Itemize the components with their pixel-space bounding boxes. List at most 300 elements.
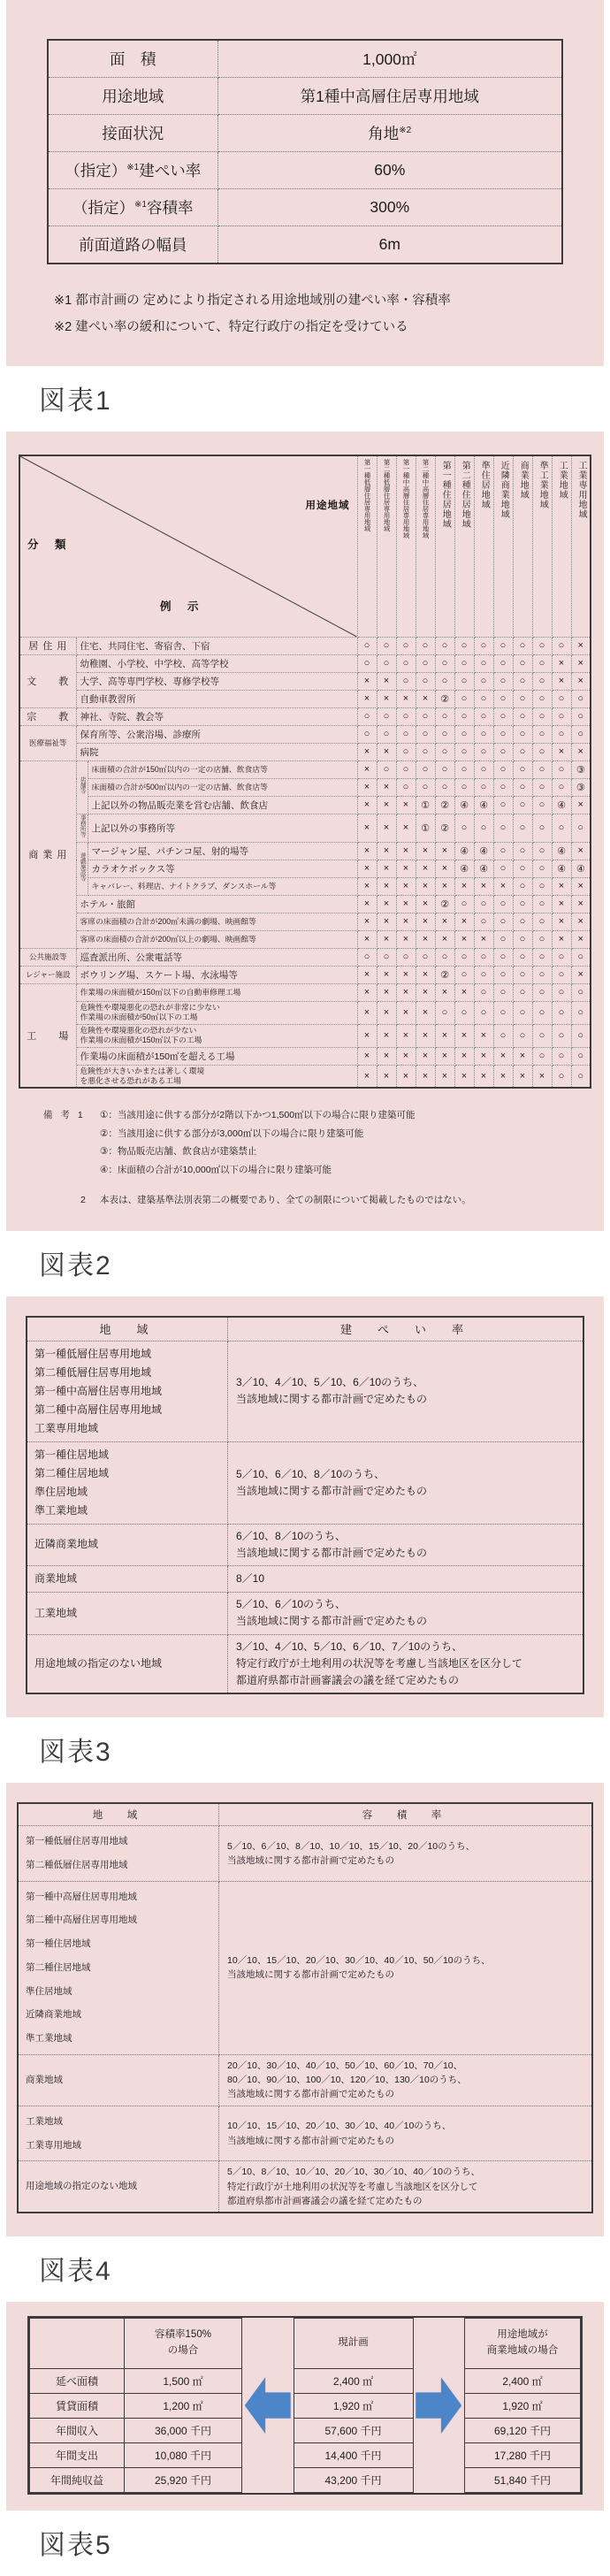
permission-mark: ○ [513,948,532,966]
permission-mark: × [552,654,571,672]
permission-mark: × [435,1047,454,1065]
fig3-coverage-ratio-table [26,1316,584,1694]
permission-mark: ○ [396,672,416,690]
permission-mark: ○ [571,983,591,1001]
permission-mark: × [357,743,377,761]
permission-mark: × [571,895,591,913]
permission-mark: ○ [513,725,532,743]
permission-mark: × [396,796,416,814]
area-list-cell: 用途地域の指定のない地域 [18,2161,219,2213]
permission-mark: ○ [513,796,532,814]
permission-mark: × [377,983,396,1001]
permission-mark: ○ [513,877,532,895]
permission-mark: ○ [357,654,377,672]
fig5-row-label: 年間収入 [30,2419,125,2443]
area-list-cell: 商業地域 [18,2054,219,2106]
permission-mark: × [435,930,454,948]
fig1-field-value: 300% [217,189,562,226]
permission-mark: × [357,778,377,796]
permission-mark: ○ [454,672,474,690]
exemplar-cell: 客席の床面積の合計が200㎡未満の劇場、映画館等 [76,913,357,930]
fig2-row [19,725,591,743]
permission-mark: × [416,1047,435,1065]
permission-mark: × [357,966,377,983]
permission-mark: × [435,842,454,860]
permission-mark: ○ [493,796,513,814]
category-cell: 居 住 用 [19,637,76,654]
ratio-cell: 10／10、15／10、20／10、30／10、40／10のうち、 当該地域に関する都市計画で定めたもの [219,2106,593,2161]
permission-mark: ○ [552,1024,571,1047]
permission-mark: ○ [454,761,474,778]
area-list-cell: 第一種低層住居専用地域 第二種低層住居専用地域 [18,1826,219,1882]
category-cell: 工 場 [19,983,76,1088]
permission-mark: ○ [377,637,396,654]
permission-mark: ○ [396,948,416,966]
permission-mark: ③ [571,761,591,778]
permission-mark: ○ [357,725,377,743]
exemplar-cell: 保育所等、公衆浴場、診療所 [76,725,357,743]
permission-mark: ○ [571,707,591,725]
fig3-header-row [27,1317,583,1342]
district-column-header: 第二種住居地域 [454,455,474,638]
fig1-row [48,40,562,78]
fig2-tbody [19,637,591,1088]
permission-mark: ② [435,895,454,913]
fig2-row [19,672,591,690]
permission-mark: ○ [396,743,416,761]
fig5-case150-value: 1,500 ㎡ [125,2369,242,2394]
fig5-commercial-value: 1,920 ㎡ [465,2394,581,2419]
permission-mark: × [357,895,377,913]
permission-mark: × [552,895,571,913]
permission-mark: × [493,1065,513,1088]
permission-mark: ○ [571,1001,591,1024]
permission-mark: ○ [454,637,474,654]
permission-mark: × [377,814,396,842]
permission-mark: ○ [493,637,513,654]
permission-mark: ○ [396,778,416,796]
permission-mark: × [435,877,454,895]
fig5-commercial-value: 69,120 千円 [465,2419,581,2443]
permission-mark: ○ [416,948,435,966]
permission-mark: ○ [532,948,552,966]
fig2-panel [6,432,604,1231]
fig3-area-header: 地 域 [27,1317,228,1342]
fig5-middle-row [294,2419,413,2443]
permission-mark: × [416,895,435,913]
permission-mark: × [513,1047,532,1065]
permission-mark: ○ [493,743,513,761]
permission-mark: × [416,860,435,877]
permission-mark: ○ [532,1047,552,1065]
permission-mark: × [396,690,416,707]
permission-mark: ○ [571,1047,591,1065]
fig4-row [18,2161,592,2213]
exemplar-cell: 幼稚園、小学校、中学校、高等学校 [76,654,357,672]
permission-mark: × [396,1001,416,1024]
fig2-note2-label: 2 [80,1195,86,1206]
permission-mark: ○ [532,913,552,930]
exemplar-cell: カラオケボックス等 [88,860,357,877]
permission-mark: × [552,743,571,761]
permission-mark: × [357,983,377,1001]
permission-mark: ④ [454,796,474,814]
fig2-row [19,930,591,948]
permission-mark: ○ [571,725,591,743]
permission-mark: ○ [532,743,552,761]
permission-mark: × [571,913,591,930]
permission-mark: × [377,1024,396,1047]
permission-mark: ○ [493,966,513,983]
permission-mark: ○ [416,707,435,725]
permission-mark: ○ [396,637,416,654]
permission-mark: ○ [474,814,493,842]
permission-mark: × [396,930,416,948]
permission-mark: ○ [571,948,591,966]
exemplar-cell: 作業場の床面積が150㎡以下の自動車修理工場 [76,983,357,1001]
permission-mark: ○ [493,761,513,778]
use-district-label: 用途地域 [305,500,350,511]
fig2-row [19,637,591,654]
fig1-field-value: 角地$^{※2}$ [217,115,562,152]
fig2-note1-row [43,1106,591,1179]
exemplar-cell: 病院 [76,743,357,761]
fig5-middle-row [294,2369,413,2394]
permission-mark: × [396,1047,416,1065]
permission-mark: ○ [396,707,416,725]
permission-mark: × [396,895,416,913]
ratio-cell: 10／10、15／10、20／10、30／10、40／10、50／10のうち、 当該地域に関する都市計画で定めたもの [219,1881,593,2054]
permission-mark: ④ [474,860,493,877]
permission-mark: ○ [454,654,474,672]
permission-mark: ○ [532,1024,552,1047]
permission-mark: ○ [493,860,513,877]
fig5-current-value: 57,600 千円 [294,2419,413,2443]
fig3-caption: 図表3 [39,1738,112,1768]
permission-mark: ○ [513,913,532,930]
permission-mark: × [416,1024,435,1047]
subcategory-cell: 店舗等 [76,761,88,814]
permission-mark: ○ [513,930,532,948]
permission-mark: ○ [532,761,552,778]
permission-mark: × [571,877,591,895]
fig5-left-row [30,2419,242,2443]
fig5-row-label: 年間支出 [30,2443,125,2468]
fig5-right-arrow-strip [414,2318,465,2493]
permission-mark: ② [435,690,454,707]
category-cell: 医療福祉等 [19,725,76,761]
permission-mark: ○ [513,1001,532,1024]
exemplar-cell: 自動車教習所 [76,690,357,707]
district-column-header: 第二種中高層住居専用地域 [416,455,435,638]
permission-mark: ○ [435,761,454,778]
permission-mark: ○ [435,672,454,690]
exemplar-cell: 危険性や環境悪化の恐れが非常に少ない 作業場の床面積が50㎡以下の工場 [76,1001,357,1024]
permission-mark: ○ [513,690,532,707]
exemplar-cell: マージャン屋、パチンコ屋、射的場等 [88,842,357,860]
permission-mark: × [571,842,591,860]
fig4-caption: 図表4 [39,2257,112,2287]
permission-mark: ○ [357,707,377,725]
permission-mark: × [396,877,416,895]
permission-mark: × [416,690,435,707]
permission-mark: × [377,913,396,930]
fig2-row [19,654,591,672]
footnote-marker: ※1 [134,200,147,210]
permission-mark: × [396,1024,416,1047]
district-column-header: 準住居地域 [474,455,493,638]
permission-mark: ○ [493,983,513,1001]
classification-label: 分 類 [27,538,69,551]
permission-mark: ○ [532,725,552,743]
permission-mark: ○ [513,672,532,690]
permission-mark: ○ [416,778,435,796]
permission-mark: × [571,743,591,761]
permission-mark: ○ [493,690,513,707]
permission-mark: × [416,983,435,1001]
permission-mark: × [396,1065,416,1088]
permission-mark: ○ [435,1001,454,1024]
permission-mark: ○ [435,725,454,743]
fig2-note2-row [43,1191,591,1209]
fig2-row [19,1047,591,1065]
permission-mark: × [571,796,591,814]
permission-mark: × [571,966,591,983]
permission-mark: × [377,690,396,707]
permission-mark: ○ [513,966,532,983]
district-column-header: 準工業地域 [532,455,552,638]
right-arrow-icon [416,2377,461,2434]
fig1-table [47,39,563,264]
fig1-field-value: 6m [217,226,562,264]
permission-mark: ○ [532,877,552,895]
permission-mark: ○ [474,654,493,672]
permission-mark: ○ [474,690,493,707]
permission-mark: × [454,1047,474,1065]
footnote-marker: ※2 [399,126,412,136]
permission-mark: ○ [552,690,571,707]
fig5-case150-value: 36,000 千円 [125,2419,242,2443]
district-column-header: 商業地域 [513,455,532,638]
fig2-row [19,966,591,983]
fig1-row [48,78,562,115]
fig4-area-header: 地 域 [18,1803,219,1826]
permission-mark: ○ [532,930,552,948]
permission-mark: × [357,860,377,877]
permission-mark: ○ [416,637,435,654]
fig5-current-value: 1,920 ㎡ [294,2394,413,2419]
permission-mark: ○ [532,672,552,690]
permission-mark: × [435,913,454,930]
fig2-row [19,1065,591,1088]
permission-mark: ○ [493,814,513,842]
permission-mark: × [396,913,416,930]
permission-mark: ○ [571,1024,591,1047]
fig1-row [48,152,562,189]
permission-mark: ④ [552,796,571,814]
permission-mark: ○ [532,860,552,877]
permission-mark: ○ [474,725,493,743]
fig1-field-value: 1,000㎡ [217,40,562,78]
fig3-row [27,1441,583,1524]
permission-mark: × [454,913,474,930]
fig2-row [19,948,591,966]
permission-mark: ○ [454,895,474,913]
fig2-row [19,913,591,930]
permission-mark: × [416,966,435,983]
permission-mark: ○ [532,637,552,654]
permission-mark: × [396,842,416,860]
fig5-middle-tbody [294,2369,413,2493]
ratio-cell: 6／10、8／10のうち、 当該地域に関する都市計画で定めたもの [228,1524,584,1565]
fig5-right-row [465,2369,581,2394]
ratio-cell: 3／10、4／10、5／10、6／10のうち、 当該地域に関する都市計画で定めたもの [228,1341,584,1441]
fig5-left-row [30,2394,242,2419]
area-list-cell: 工業地域 [27,1593,228,1634]
permission-mark: ○ [416,725,435,743]
fig2-row [19,877,591,895]
permission-mark: × [357,877,377,895]
permission-mark: × [357,796,377,814]
permission-mark: × [357,690,377,707]
permission-mark: ○ [377,707,396,725]
fig1-field-label: 前面道路の幅員 [48,226,217,264]
fig2-row [19,778,591,796]
permission-mark: ○ [474,895,493,913]
permission-mark: ② [435,796,454,814]
district-column-header: 第一種住居地域 [435,455,454,638]
exemplar-cell: ホテル・旅館 [76,895,357,913]
fig5-left-arrow-strip [242,2318,294,2493]
permission-mark: ○ [357,637,377,654]
fig1-row [48,189,562,226]
fig5-caption: 図表5 [39,2531,112,2561]
permission-mark: × [416,913,435,930]
fig1-field-value: 60% [217,152,562,189]
fig5-left-row [30,2443,242,2468]
fig4-row [18,1826,592,1882]
permission-mark: ④ [454,842,474,860]
fig2-note1-lines [100,1106,416,1179]
permission-mark: × [435,860,454,877]
permission-mark: ○ [493,948,513,966]
permission-mark: ○ [493,913,513,930]
permission-mark: × [357,814,377,842]
permission-mark: × [357,1065,377,1088]
exemplar-cell: 床面積の合計が500㎡以内の一定の店舗、飲食店等 [88,778,357,796]
permission-mark: × [377,1001,396,1024]
permission-mark: ④ [454,860,474,877]
permission-mark: × [513,1065,532,1088]
area-list-cell: 商業地域 [27,1566,228,1593]
permission-mark: ○ [532,1001,552,1024]
fig2-note1-label: 備 考 1 [43,1110,86,1121]
permission-mark: ○ [377,725,396,743]
permission-mark: ○ [454,707,474,725]
fig5-panel [6,2302,604,2511]
fig2-header-row [19,455,591,638]
permission-mark: × [454,930,474,948]
fig5-right-row [465,2443,581,2468]
fig1-field-value: 第1種中高層住居専用地域 [217,78,562,115]
fig1-field-label: 接面状況 [48,115,217,152]
fig2-note-line: ②：当該用途に供する部分が3,000㎡以下の場合に限り建築可能 [100,1127,364,1139]
fig2-row [19,1001,591,1024]
permission-mark: × [396,814,416,842]
permission-mark: ② [435,814,454,842]
ratio-cell: 8／10 [228,1566,584,1593]
permission-mark: ○ [513,778,532,796]
fig5-row-label: 年間純収益 [30,2468,125,2493]
fig5-middle-row [294,2468,413,2493]
fig2-row [19,860,591,877]
ratio-cell: 5／10、6／10、8／10、10／10、15／10、20／10のうち、 当該地域に関する都市計画で定めたもの [219,1826,593,1882]
permission-mark: ○ [532,895,552,913]
permission-mark: ○ [493,725,513,743]
category-cell: レジャー施設 [19,966,76,983]
permission-mark: ○ [552,761,571,778]
permission-mark: ○ [532,796,552,814]
permission-mark: ○ [435,948,454,966]
permission-mark: × [377,930,396,948]
fig4-tbody [18,1826,592,2213]
permission-mark: × [552,672,571,690]
fig4-panel [6,1783,604,2236]
fig1-row [48,115,562,152]
fig4-rate-header: 容 積 率 [219,1803,593,1826]
fig5-right-row [465,2419,581,2443]
fig5-commercial-value: 17,280 千円 [465,2443,581,2468]
permission-mark: ○ [474,913,493,930]
exemplar-cell: キャバレー、料理店、ナイトクラブ、ダンスホール等 [88,877,357,895]
permission-mark: ○ [513,895,532,913]
fig1-panel [6,0,604,366]
fig3-row [27,1524,583,1565]
permission-mark: ○ [513,860,532,877]
fig5-current-value: 14,400 千円 [294,2443,413,2468]
fig1-field-label: （指定）$^{※1}$容積率 [48,189,217,226]
area-list-cell: 第一種低層住居専用地域 第二種低層住居専用地域 第一種中高層住居専用地域 第二種中高層住居専用地域 工業専用地域 [27,1341,228,1441]
area-list-cell: 第一種中高層住居専用地域 第二種中高層住居専用地域 第一種住居地域 第二種住居地域 準住居地域 近隣商業地域 準工業地域 [18,1881,219,2054]
fig1-note-line: ※2 建ぺい率の緩和について、特定行政庁の指定を受けている [54,320,408,335]
permission-mark: ○ [377,948,396,966]
permission-mark: × [357,930,377,948]
permission-mark: ④ [552,860,571,877]
fig2-row [19,707,591,725]
permission-mark: ② [435,966,454,983]
subcategory-cell: 遊戯施設等 [76,842,88,895]
fig5-current-value: 43,200 千円 [294,2468,413,2493]
fig3-row [27,1341,583,1441]
category-cell: 商 業 用 [19,761,76,948]
exemplar-cell: 床面積の合計が150㎡以内の一定の店舗、飲食店等 [88,761,357,778]
exemplar-cell: 危険性や環境悪化の恐れが少ない 作業場の床面積が150㎡以下の工場 [76,1024,357,1047]
fig5-row-label: 延べ面積 [30,2369,125,2394]
exemplar-cell: 大学、高等専門学校、専修学校等 [76,672,357,690]
permission-mark: × [396,860,416,877]
fig4-floor-area-ratio-table [17,1802,593,2213]
permission-mark: × [377,966,396,983]
exemplar-cell: 作業場の床面積が150㎡を超える工場 [76,1047,357,1065]
fig3-tbody [27,1341,583,1693]
fig2-row [19,814,591,842]
district-column-header: 第一種低層住居専用地域 [357,455,377,638]
permission-mark: ○ [454,725,474,743]
fig2-row [19,842,591,860]
permission-mark: ○ [493,778,513,796]
permission-mark: ○ [474,1001,493,1024]
permission-mark: ○ [532,778,552,796]
